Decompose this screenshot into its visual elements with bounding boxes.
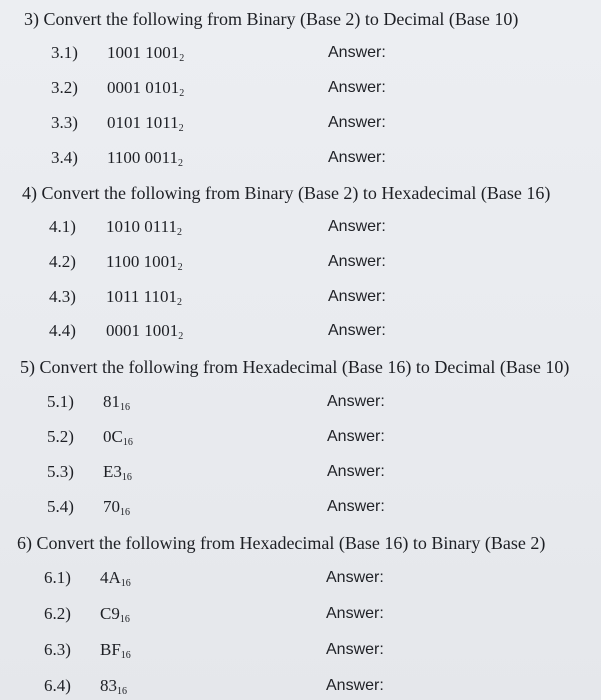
- question-value: 1010 $0111_2$: [106, 217, 182, 238]
- question-row: [49, 320, 429, 342]
- base-subscript: 16: [120, 578, 131, 589]
- base-subscript: 2: [179, 88, 185, 99]
- question-number: 5.3): [47, 462, 74, 481]
- base-subscript: 2: [178, 331, 184, 342]
- base-subscript: 2: [177, 227, 182, 238]
- question-row: [47, 391, 427, 413]
- question-number: 5.2): [47, 427, 74, 446]
- question-value: $83_{16}$: [100, 676, 127, 697]
- question-row: [49, 216, 429, 238]
- answer-label: Answer:: [328, 218, 386, 235]
- answer-label: Answer:: [327, 463, 385, 480]
- question-number: 6.1): [44, 568, 71, 587]
- section-title: 4) Convert the following from Binary (Base 2) to Hexadecimal (Base 16): [22, 183, 551, 203]
- question-number: 3.2): [51, 78, 78, 97]
- base-subscript: 16: [119, 614, 130, 625]
- question-number: 3.3): [51, 113, 78, 132]
- question-value: 1011 $1101_2$: [106, 287, 182, 308]
- question-value: $0C_{16}$: [103, 427, 133, 448]
- question-value: $70_{16}$: [103, 497, 130, 518]
- question-value: $C9_{16}$: [100, 604, 130, 625]
- question-value: 1100 $1001_2$: [106, 252, 183, 273]
- base-subscript: 2: [178, 158, 183, 169]
- answer-label: Answer:: [328, 322, 386, 339]
- question-value: $4A_{16}$: [100, 568, 131, 589]
- question-number: 6.2): [44, 604, 71, 623]
- question-number: 5.4): [47, 497, 74, 516]
- section-title: 6) Convert the following from Hexadecimal (Base 16) to Binary (Base 2): [17, 533, 546, 553]
- question-row: [49, 251, 429, 273]
- base-subscript: 16: [120, 402, 130, 413]
- question-row: [44, 675, 424, 697]
- answer-label: Answer:: [328, 44, 386, 61]
- question-value: 1100 $0011_2$: [107, 148, 183, 169]
- base-subscript: 2: [178, 123, 184, 134]
- question-row: [44, 603, 424, 625]
- answer-label: Answer:: [326, 641, 384, 658]
- section-title: 5) Convert the following from Hexadecimal (Base 16) to Decimal (Base 10): [20, 357, 570, 377]
- question-number: 6.4): [44, 676, 71, 695]
- question-value: $81_{16}$: [103, 392, 130, 413]
- base-subscript: 2: [177, 262, 183, 273]
- section-title: 3) Convert the following from Binary (Base 2) to Decimal (Base 10): [24, 9, 519, 29]
- base-subscript: 16: [122, 437, 133, 448]
- question-number: 6.3): [44, 640, 71, 659]
- question-row: [47, 426, 427, 448]
- base-subscript: 16: [120, 507, 130, 518]
- question-value: 1001 $1001_2$: [107, 43, 185, 64]
- question-value: 0101 $1011_2$: [107, 113, 184, 134]
- answer-label: Answer:: [327, 428, 385, 445]
- base-subscript: 2: [177, 297, 182, 308]
- question-row: [44, 639, 424, 661]
- question-number: 4.4): [49, 321, 76, 340]
- question-number: 4.2): [49, 252, 76, 271]
- answer-label: Answer:: [328, 79, 386, 96]
- question-row: [51, 77, 431, 99]
- question-number: 4.1): [49, 217, 76, 236]
- base-subscript: 16: [120, 650, 131, 661]
- question-row: [44, 567, 424, 589]
- answer-label: Answer:: [328, 253, 386, 270]
- answer-label: Answer:: [328, 149, 386, 166]
- answer-label: Answer:: [328, 288, 386, 305]
- answer-label: Answer:: [326, 569, 384, 586]
- answer-label: Answer:: [327, 393, 385, 410]
- question-row: [51, 112, 431, 134]
- answer-label: Answer:: [327, 498, 385, 515]
- question-number: 3.1): [51, 43, 78, 62]
- question-value: $BF_{16}$: [100, 640, 131, 661]
- question-value: 0001 $0101_2$: [107, 78, 185, 99]
- question-number: 5.1): [47, 392, 74, 411]
- question-value: 0001 $1001_2$: [106, 321, 184, 342]
- base-subscript: 16: [121, 472, 132, 483]
- base-subscript: 2: [179, 53, 185, 64]
- question-value: $E3_{16}$: [103, 462, 132, 483]
- question-row: [47, 496, 427, 518]
- question-row: [51, 147, 431, 169]
- question-number: 3.4): [51, 148, 78, 167]
- base-subscript: 16: [117, 686, 127, 697]
- question-row: [47, 461, 427, 483]
- answer-label: Answer:: [326, 677, 384, 694]
- question-number: 4.3): [49, 287, 76, 306]
- answer-label: Answer:: [328, 114, 386, 131]
- question-row: [49, 286, 429, 308]
- answer-label: Answer:: [326, 605, 384, 622]
- question-row: [51, 42, 431, 64]
